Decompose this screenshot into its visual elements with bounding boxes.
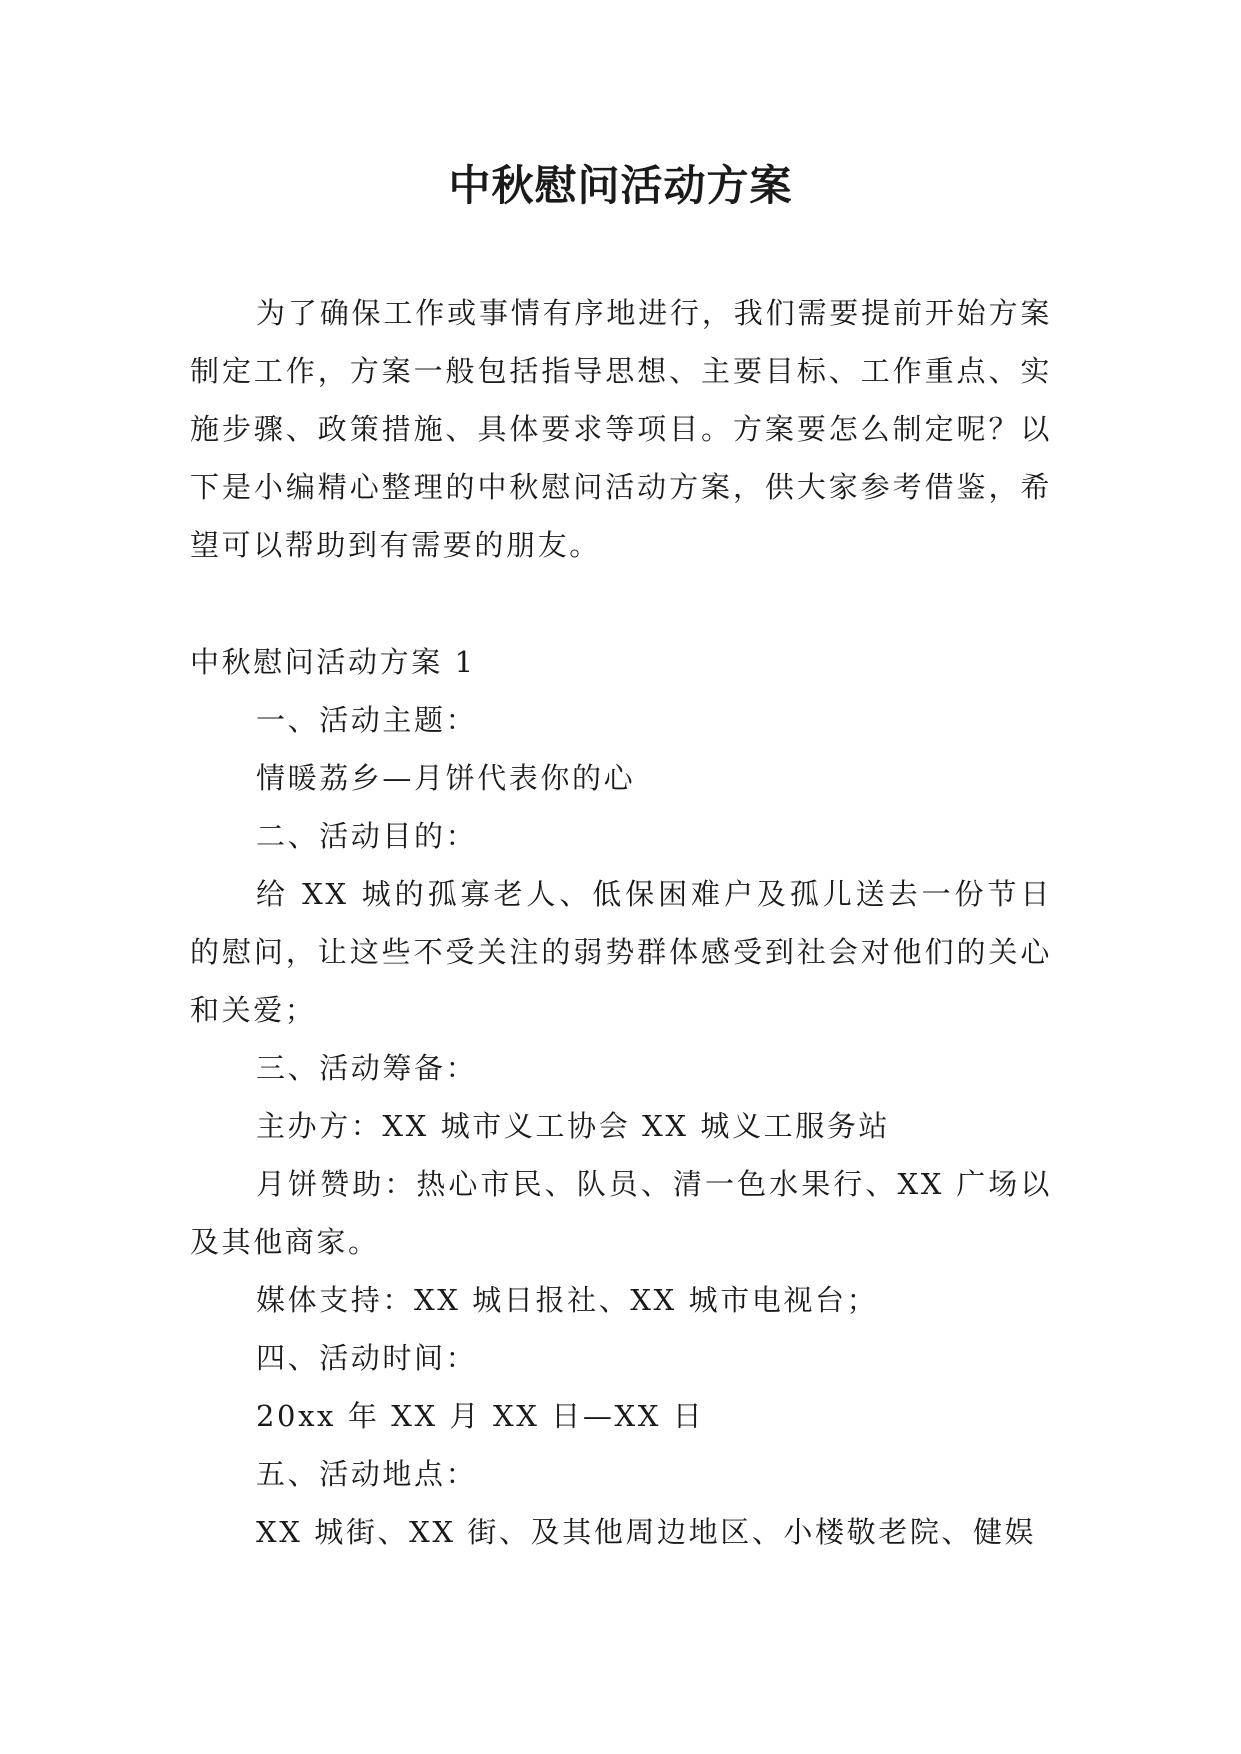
paragraph-theme: 情暖荔乡—月饼代表你的心: [256, 761, 636, 795]
intro-paragraph: 为了确保工作或事情有序地进行，我们需要提前开始方案制定工作，方案一般包括指导思想、主要目标、工作重点、实施步骤、政策措施、具体要求等项目。方案要怎么制定呢？以下是小编精心整理的中秋慰问活动方案，供大家参考借鉴，希望可以帮助到有需要的朋友。: [190, 296, 1052, 562]
paragraph-sponsor: 月饼赞助：热心市民、队员、清一色水果行、XX 广场以及其他商家。: [190, 1167, 1052, 1259]
paragraph-time-heading: 四、活动时间：: [256, 1341, 478, 1375]
paragraph-purpose-heading: 二、活动目的：: [256, 819, 478, 853]
paragraph-preparation-heading: 三、活动筹备：: [256, 1051, 478, 1085]
paragraph-theme-heading: 一、活动主题：: [256, 703, 478, 737]
paragraph-time: 20xx 年 XX 月 XX 日—XX 日: [256, 1399, 705, 1433]
paragraph-media: 媒体支持：XX 城日报社、XX 城市电视台；: [256, 1283, 879, 1317]
document-title: 中秋慰问活动方案: [448, 161, 793, 210]
paragraph-location: XX 城街、XX 街、及其他周边地区、小楼敬老院、健娱: [256, 1515, 1037, 1549]
paragraph-purpose: 给 XX 城的孤寡老人、低保困难户及孤儿送去一份节日的慰问，让这些不受关注的弱势群体感受到社会对他们的关心和关爱；: [190, 877, 1052, 1027]
paragraph-location-heading: 五、活动地点：: [256, 1457, 478, 1491]
document-content: [190, 633, 1052, 1561]
paragraph-organizer: 主办方：XX 城市义工协会 XX 城义工服务站: [256, 1109, 891, 1143]
section-heading: 中秋慰问活动方案 1: [190, 645, 476, 679]
